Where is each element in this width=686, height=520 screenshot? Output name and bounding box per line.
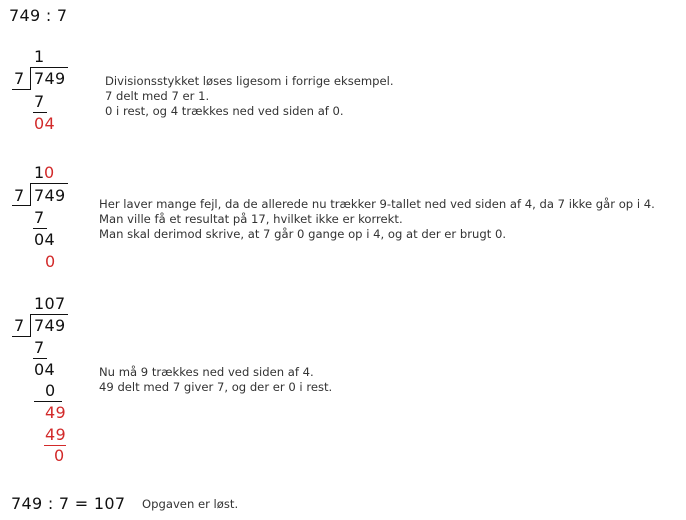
note-line: 49 delt med 7 giver 7, og der er 0 i rest. bbox=[99, 380, 333, 394]
step3-subtract-49: 49 bbox=[45, 425, 66, 444]
step2-bracket-side bbox=[30, 183, 31, 205]
step3-bracket-side bbox=[30, 314, 31, 336]
step1-dividend: 749 bbox=[34, 69, 66, 88]
step3-dividend: 749 bbox=[34, 316, 66, 335]
note-line: Man skal derimod skrive, at 7 går 0 gange op i 4, og at der er brugt 0. bbox=[99, 227, 507, 241]
step2-quotient-digit: 1 bbox=[34, 163, 45, 182]
note-line: Nu må 9 trækkes ned ved siden af 4. bbox=[99, 365, 314, 379]
step3-new-remainder: 49 bbox=[45, 403, 66, 422]
step2-notes bbox=[99, 197, 655, 242]
note-line: 0 i rest, og 4 trækkes ned ved siden af 0. bbox=[105, 104, 344, 118]
step1-quotient: 1 bbox=[34, 47, 45, 66]
step3-subtract: 7 bbox=[34, 338, 45, 357]
step3-divisor-underline bbox=[12, 336, 31, 337]
step1-notes bbox=[105, 74, 394, 119]
step3-line-1 bbox=[34, 401, 62, 402]
step1-divisor: 7 bbox=[14, 69, 25, 88]
step2-subtract: 7 bbox=[34, 208, 45, 227]
result-equation: 749 : 7 = 107 bbox=[11, 494, 126, 513]
step1-bracket-side bbox=[30, 67, 31, 89]
step3-divisor: 7 bbox=[14, 316, 25, 335]
note-line: Her laver mange fejl, da de allerede nu trækker 9-tallet ned ved siden af 4, da 7 ikke går op i 4. bbox=[99, 197, 655, 211]
step2-subtract-line bbox=[33, 228, 47, 229]
problem-title: 749 : 7 bbox=[9, 6, 68, 25]
note-line: Man ville få et resultat på 17, hvilket ikke er korrekt. bbox=[99, 212, 403, 226]
step1-subtract-line bbox=[33, 112, 47, 113]
step3-subtract-line bbox=[33, 358, 47, 359]
note-line: Opgaven er løst. bbox=[142, 497, 239, 511]
step1-remainder: 04 bbox=[34, 114, 55, 133]
step3-quotient: 107 bbox=[34, 294, 66, 313]
step2-divisor: 7 bbox=[14, 186, 25, 205]
note-line: Divisionsstykket løses ligesom i forrige eksempel. bbox=[105, 74, 394, 88]
step3-notes bbox=[99, 365, 332, 395]
result-note bbox=[142, 497, 238, 512]
step3-final-remainder: 0 bbox=[54, 446, 65, 465]
step1-divisor-underline bbox=[12, 89, 31, 90]
note-line: 7 delt med 7 er 1. bbox=[105, 89, 210, 103]
step1-subtract: 7 bbox=[34, 92, 45, 111]
step2-dividend: 749 bbox=[34, 186, 66, 205]
step2-bracket-top bbox=[30, 183, 68, 184]
step2-divisor-underline bbox=[12, 205, 31, 206]
step3-zero-used: 0 bbox=[45, 381, 56, 400]
step2-quotient-zero: 0 bbox=[44, 163, 55, 182]
step2-remainder: 04 bbox=[34, 230, 55, 249]
step3-remainder: 04 bbox=[34, 360, 55, 379]
step1-bracket-top bbox=[30, 67, 68, 68]
step2-zero-used: 0 bbox=[45, 252, 56, 271]
step3-bracket-top bbox=[30, 314, 68, 315]
